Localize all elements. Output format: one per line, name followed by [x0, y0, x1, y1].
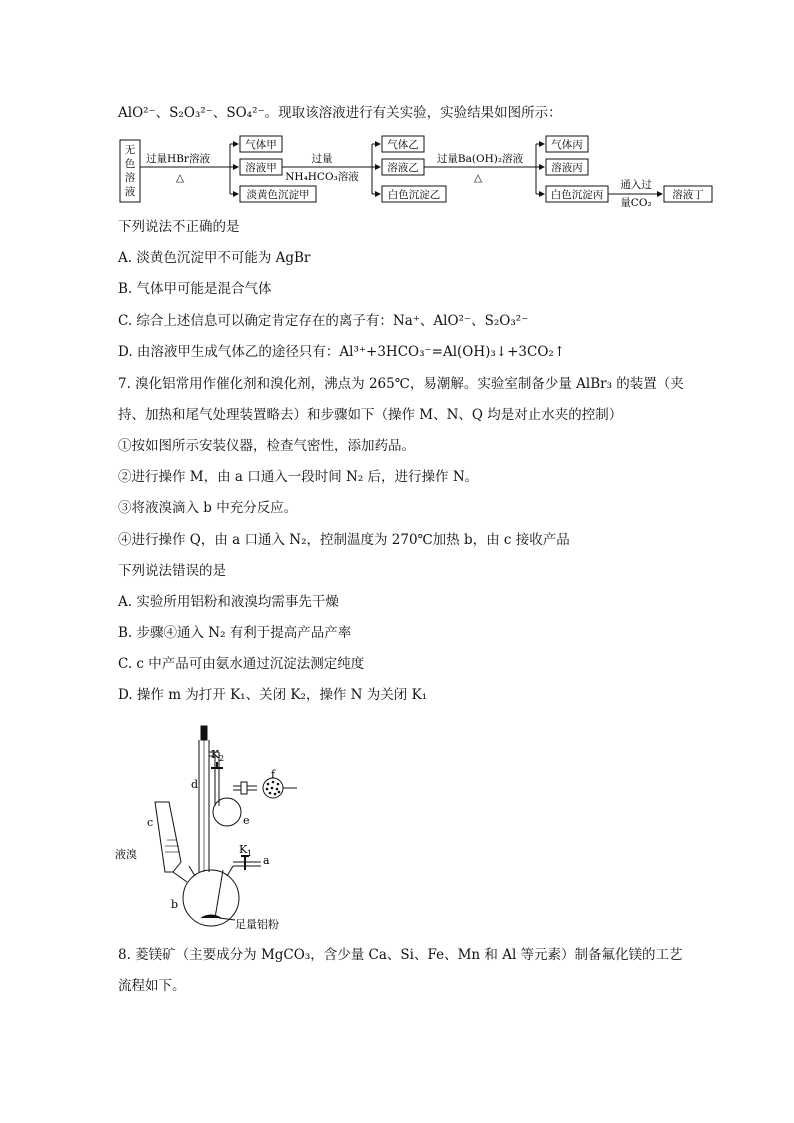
flow-precip-c: 白色沉淀丙	[550, 189, 604, 201]
q7-step3: ③将液溴滴入 b 中充分反应。	[118, 500, 298, 516]
q7-step1: ①按如图所示安装仪器，检查气密性，添加药品。	[118, 438, 415, 454]
intro-text: AlO²⁻、S₂O₃²⁻、SO₄²⁻。现取该溶液进行有关实验，实验结果如图所示：	[118, 105, 562, 121]
label-k1-sub: 1	[247, 849, 253, 858]
flow-solution-a: 溶液甲	[245, 162, 277, 174]
q8-line1: 8. 菱镁矿（主要成分为 MgCO₃，含少量 Ca、Si、Fe、Mn 和 Al 等元素）制备氟化镁的工艺	[118, 947, 683, 963]
q7-line1: 7. 溴化铝常用作催化剂和溴化剂，沸点为 265℃，易潮解。实验室制备少量 AlBr₃ 的装置（夹	[118, 376, 684, 392]
flow-step3-reagent: 过量Ba(OH)₂溶液	[436, 153, 524, 165]
q7-step2: ②进行操作 M，由 a 口通入一段时间 N₂ 后，进行操作 N。	[118, 469, 479, 485]
label-f: f	[271, 768, 276, 781]
label-c: c	[147, 816, 154, 829]
thermometer-top	[201, 726, 207, 740]
flow-start-1: 无	[124, 144, 136, 156]
q6-option-d: D. 由溶液甲生成气体乙的途径只有：Al³⁺+3HCO₃⁻=Al(OH)₃↓+3CO₂↑	[118, 344, 566, 360]
flow-solution-d: 溶液丁	[672, 189, 704, 201]
flow-step2-reagent-bottom: NH₄HCO₃溶液	[285, 171, 359, 183]
label-bromine: 液溴	[115, 848, 137, 861]
flow-step4-top: 通入过	[620, 179, 652, 191]
flow-solution-c: 溶液丙	[551, 162, 583, 174]
flow-gas-a: 气体甲	[245, 139, 277, 151]
flow-step4-bottom: 量CO₂	[620, 197, 652, 208]
q6-stem: 下列说法不正确的是	[118, 219, 240, 235]
label-k1: K	[239, 843, 248, 856]
flow-gas-c: 气体丙	[551, 139, 583, 151]
flow-step2-reagent-top: 过量	[311, 153, 333, 165]
flow-start-3: 溶	[124, 172, 136, 184]
apparatus-figure	[115, 722, 325, 934]
flow-step3-heat: △	[473, 172, 483, 184]
label-b: b	[171, 898, 179, 911]
label-k2-sub: 2	[219, 754, 225, 763]
q6-option-a: A. 淡黄色沉淀甲不可能为 AgBr	[118, 250, 311, 266]
flow-gas-b: 气体乙	[387, 139, 419, 151]
label-al: 足量铝粉	[235, 918, 279, 931]
flow-precip-a: 淡黄色沉淀甲	[246, 189, 310, 201]
label-e: e	[243, 814, 250, 827]
q7-option-b: B. 步骤④通入 N₂ 有利于提高产品产率	[118, 625, 352, 641]
label-d: d	[191, 778, 199, 791]
q7-option-d: D. 操作 m 为打开 K₁、关闭 K₂，操作 N 为关闭 K₁	[118, 687, 428, 703]
q7-step4: ④进行操作 Q，由 a 口通入 N₂，控制温度为 270℃加热 b，由 c 接收产品	[118, 532, 570, 548]
flow-step1-heat: △	[175, 172, 185, 184]
q7-line2: 持、加热和尾气处理装置略去）和步骤如下（操作 M、N、Q 均是对止水夹的控制）	[118, 407, 623, 423]
q6-option-b: B. 气体甲可能是混合气体	[118, 281, 272, 297]
flow-step1-reagent: 过量HBr溶液	[146, 153, 210, 165]
flow-start-4: 液	[124, 186, 136, 198]
q6-option-c: C. 综合上述信息可以确定肯定存在的离子有：Na⁺、AlO²⁻、S₂O₃²⁻	[118, 313, 529, 329]
q7-option-a: A. 实验所用铝粉和液溴均需事先干燥	[118, 594, 339, 610]
q8-line2: 流程如下。	[118, 978, 186, 994]
label-a: a	[263, 854, 270, 867]
flow-start-2: 色	[124, 158, 136, 170]
label-k2: K	[211, 748, 220, 761]
flow-solution-b: 溶液乙	[387, 162, 419, 174]
q7-option-c: C. c 中产品可由氨水通过沉淀法测定纯度	[118, 656, 365, 672]
q7-stem: 下列说法错误的是	[118, 563, 226, 579]
flow-chart	[118, 134, 722, 208]
flow-precip-b: 白色沉淀乙	[387, 189, 441, 201]
